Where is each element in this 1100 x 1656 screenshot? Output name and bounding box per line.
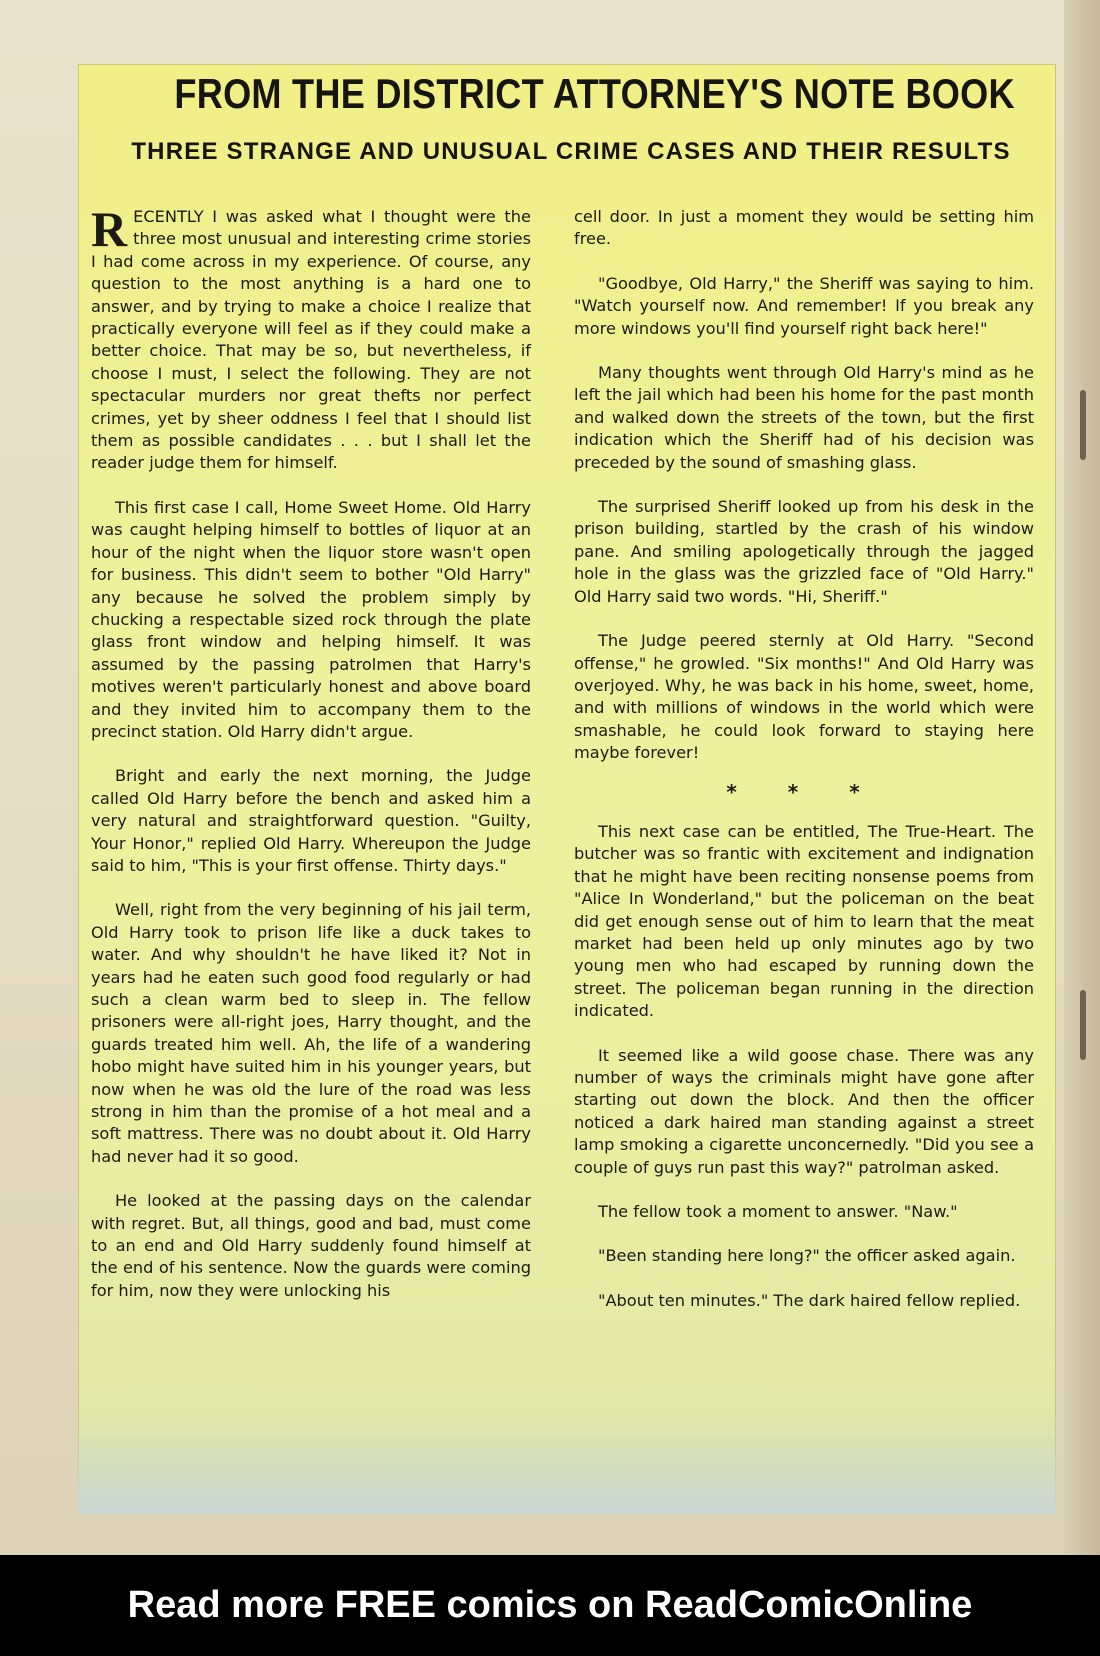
page-subtitle: THREE STRANGE AND UNUSUAL CRIME CASES AND THEIR RESULTS bbox=[131, 138, 1011, 165]
paragraph: RECENTLY I was asked what I thought were the three most unusual and interesting crime stories I had come across in my experience. Of course, any question to the most anything is a hard one to answer, and by trying to make a choice I realize that practically everyone will feel as if they could make a better choice. That may be so, but nevertheless, if choose I must, I select the following. They are not spectacular murders nor great thefts nor perfect crimes, yet by sheer oddness I feel that I should list them as possible candidates . . . but I shall let the reader judge them for himself. bbox=[91, 201, 531, 473]
paragraph: This first case I call, Home Sweet Home. Old Harry was caught helping himself to bottles of liquor at an hour of the night when the liquor store wasn't open for business. This didn't seem to bother "Old Harry" any because he solved the problem simply by chucking a respectable sized rock through the plate glass front window and helping himself. It was assumed by the passing patrolmen that Harry's motives weren't particularly honest and above board and they invited him to accompany them to the precinct station. Old Harry didn't argue. bbox=[91, 497, 531, 741]
paragraph: Bright and early the next morning, the Judge called Old Harry before the bench and asked him a very natural and straightforward question. "Guilty, Your Honor," replied Old Harry. Whereupon the Judge said to him, "This is your first offense. Thirty days." bbox=[91, 766, 531, 875]
paragraph: It seemed like a wild goose chase. There was any number of ways the criminals might have gone after starting out down the block. And then the officer noticed a dark haired man standing against a street lamp smoking a cigarette unconcernedly. "Did you see a couple of guys run past this way?" patrolman asked. bbox=[574, 1045, 1034, 1177]
paragraph: This next case can be entitled, The True-Heart. The butcher was so frantic with excitement and indignation that he might have been reciting nonsense poems from "Alice In Wonderland," but the policeman on the beat did get enough sense out of him to learn that the meat market had been held up only minutes ago by two young men who had escaped by running down the street. The policeman began running in the direction indicated. bbox=[574, 821, 1034, 1021]
paragraph: The surprised Sheriff looked up from his desk in the prison building, startled by the crash of his window pane. And smiling apologetically through the jagged hole in the glass was the grizzled face of "Old Harry." Old Harry said two words. "Hi, Sheriff." bbox=[574, 497, 1034, 606]
paragraph: "Goodbye, Old Harry," the Sheriff was saying to him. "Watch yourself now. And remember! If you break any more windows you'll find yourself right back here!" bbox=[574, 273, 1034, 338]
page-title: FROM THE DISTRICT ATTORNEY'S NOTE BOOK bbox=[174, 70, 1015, 117]
drop-cap: R bbox=[91, 201, 128, 257]
paragraph: Many thoughts went through Old Harry's mind as he left the jail which had been his home for the past month and walked down the streets of the town, but the first indication which the Sheriff had of his decision was preceded by the sound of smashing glass. bbox=[574, 363, 1034, 472]
section-separator: * * * bbox=[726, 779, 882, 804]
left-column bbox=[91, 201, 531, 1324]
page-edge bbox=[1064, 0, 1100, 1555]
panel-shading bbox=[78, 1410, 1056, 1514]
binding-mark bbox=[1080, 390, 1086, 460]
paragraph: "Been standing here long?" the officer asked again. bbox=[598, 1246, 1016, 1266]
paragraph: cell door. In just a moment they would be setting him free. bbox=[574, 207, 1034, 249]
paragraph: The fellow took a moment to answer. "Naw." bbox=[598, 1202, 958, 1222]
paragraph: Well, right from the very beginning of his jail term, Old Harry took to prison life like a duck takes to water. And why shouldn't he have liked it? Not in years had he eaten such good food regularly or had such a clean warm bed to sleep in. The fellow prisoners were all-right joes, Harry thought, and the guards treated him well. Ah, the life of a wandering hobo might have suited him in his younger years, but now when he was old the lure of the road was less strong in him than the promise of a hot meal and a soft mattress. There was no doubt about it. Old Harry had never had it so good. bbox=[91, 900, 531, 1166]
right-column bbox=[574, 206, 1034, 1334]
paragraph: He looked at the passing days on the calendar with regret. But, all things, good and bad, must come to an end and Old Harry suddenly found himself at the end of his sentence. Now the guards were coming for him, now they were unlocking his bbox=[91, 1191, 531, 1300]
paragraph: "About ten minutes." The dark haired fellow replied. bbox=[598, 1290, 1021, 1310]
paragraph: The Judge peered sternly at Old Harry. "Second offense," he growled. "Six months!" And Old Harry was overjoyed. Why, he was back in his home, sweet, home, and with millions of windows in the world which were smashable, he could look forward to staying here maybe forever! bbox=[574, 631, 1034, 763]
binding-mark bbox=[1080, 990, 1086, 1060]
read-more-banner[interactable]: Read more FREE comics on ReadComicOnline bbox=[0, 1555, 1100, 1656]
